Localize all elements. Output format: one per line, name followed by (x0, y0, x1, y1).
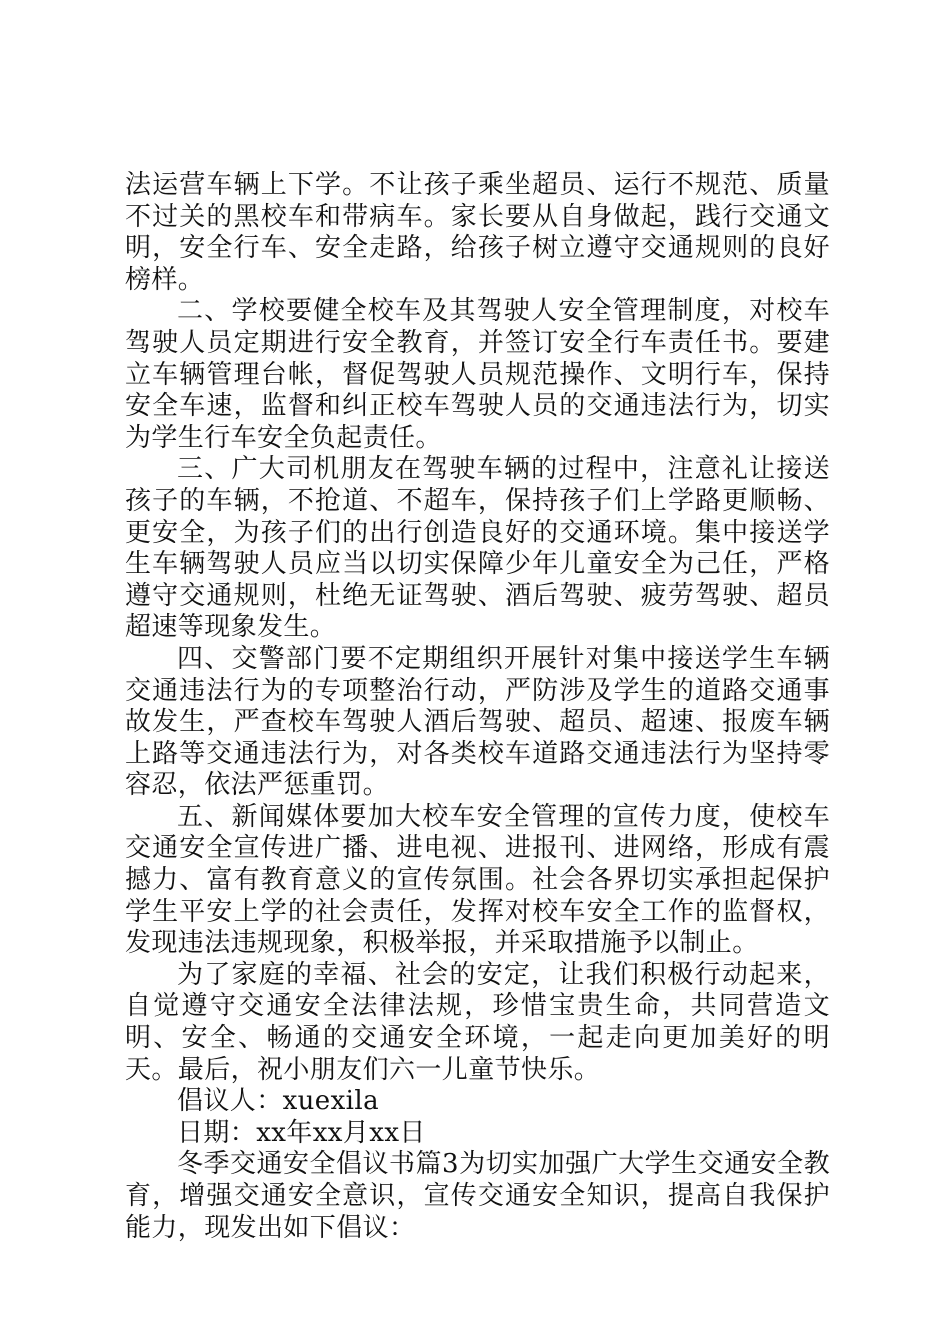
paragraph-continuation: 法运营车辆上下学。不让孩子乘坐超员、运行不规范、质量不过关的黑校车和带病车。家长要从自身做起，践行交通文明，安全行车、安全走路，给孩子树立遵守交通规则的良好榜样。 (125, 170, 830, 295)
paragraph-closing: 为了家庭的幸福、社会的安定，让我们积极行动起来，自觉遵守交通安全法律法规，珍惜宝贵生命，共同营造文明、安全、畅通的交通安全环境，一起走向更加美好的明天。最后，祝小朋友们六一儿童节快乐。 (125, 959, 830, 1085)
date-line: 日期：xx年xx月xx日 (177, 1117, 426, 1148)
paragraph-item-2: 二、学校要健全校车及其驾驶人安全管理制度，对校车驾驶人员定期进行安全教育，并签订安全行车责任书。要建立车辆管理台帐，督促驾驶人员规范操作、文明行车，保持安全车速，监督和纠正校车驾驶人员的交通违法行为，切实为学生行车安全负起责任。 (125, 296, 830, 453)
paragraph-item-5: 五、新闻媒体要加大校车安全管理的宣传力度，使校车交通安全宣传进广播、进电视、进报刊、进网络，形成有震撼力、富有教育意义的宣传氛围。社会各界切实承担起保护学生平安上学的社会责任，发挥对校车安全工作的监督权，发现违法违规现象，积极举报，并采取措施予以制止。 (125, 801, 830, 959)
paragraph-item-4: 四、交警部门要不定期组织开展针对集中接送学生车辆交通违法行为的专项整治行动，严防涉及学生的道路交通事故发生，严查校车驾驶人酒后驾驶、超员、超速、报废车辆上路等交通违法行为，对各类校车道路交通违法行为坚持零容忍，依法严惩重罚。 (125, 643, 830, 801)
paragraph-item-3: 三、广大司机朋友在驾驶车辆的过程中，注意礼让接送孩子的车辆，不抢道、不超车，保持孩子们上学路更顺畅、更安全，为孩子们的出行创造良好的交通环境。集中接送学生车辆驾驶人员应当以切实保障少年儿童安全为己任，严格遵守交通规则，杜绝无证驾驶、酒后驾驶、疲劳驾驶、超员超速等现象发生。 (125, 454, 830, 643)
paragraph-next-article: 冬季交通安全倡议书篇3为切实加强广大学生交通安全教育，增强交通安全意识，宣传交通安全知识，提高自我保护能力，现发出如下倡议： (125, 1149, 830, 1243)
document-body (125, 170, 830, 1244)
initiator-line: 倡议人：xuexila (177, 1086, 379, 1117)
